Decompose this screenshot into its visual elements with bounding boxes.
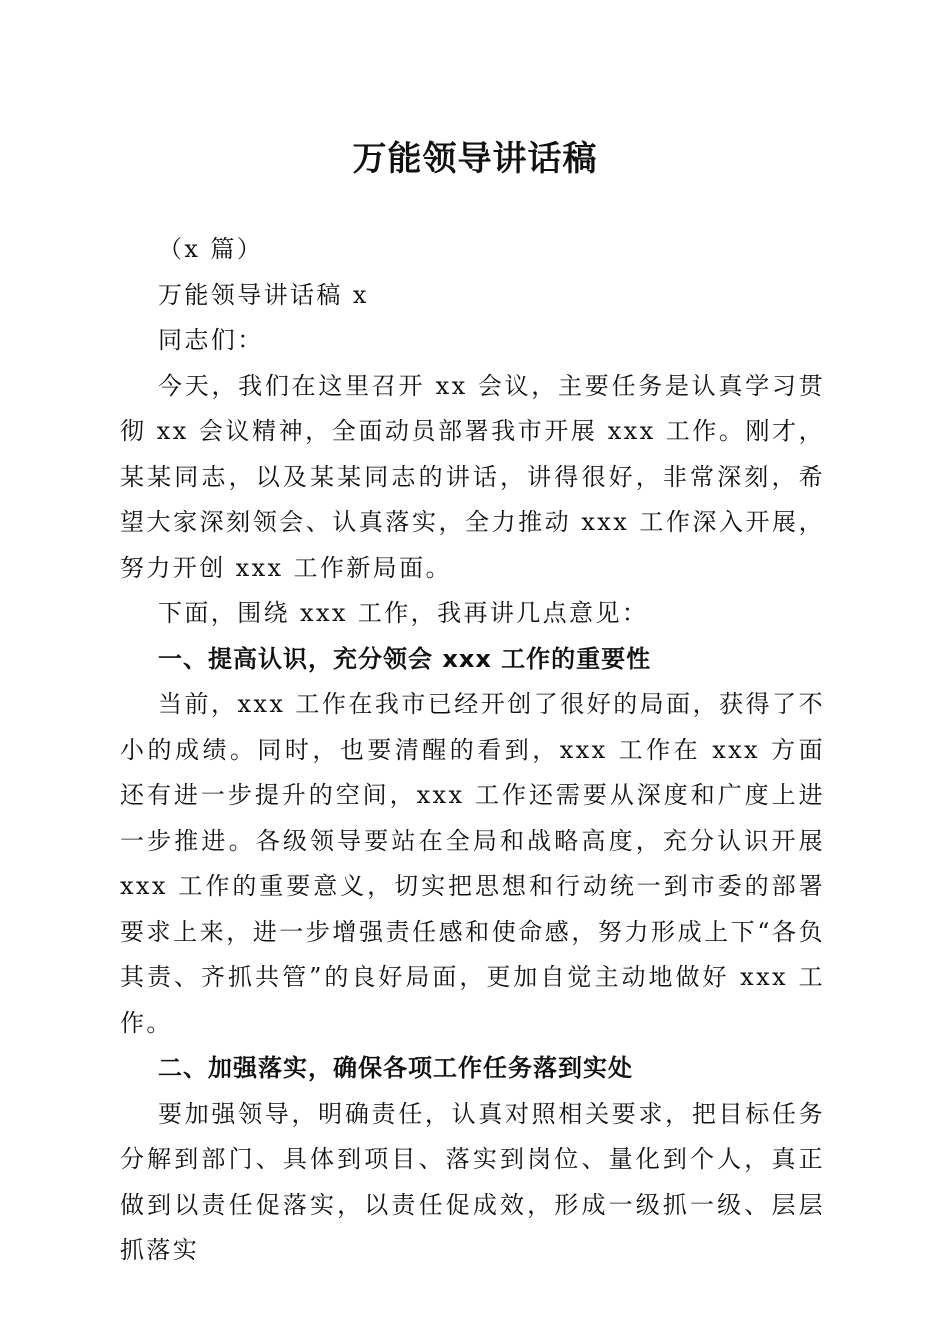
section-1-text: 当前，xxx 工作在我市已经开创了很好的局面，获得了不小的成绩。同时，也要清醒的看到，xxx 工作在 xxx 方面还有进一步提升的空间，xxx 工作还需要从深度和广度上进一步推进。各级领导要站在全局和战略高度，充分认识开展 xxx 工作的重要意义，切实把思想和行动统一到市委的部署要求上来，进一步增强责任感和使命感，努力形成上下“各负其责、齐抓共管”的良好局面，更加自觉主动地做好 xxx 工作。 (120, 690, 825, 1037)
paragraph-subtitle: 万能领导讲话稿 x (158, 280, 369, 309)
section-2-heading: 二、加强落实，确保各项工作任务落到实处 (158, 1054, 633, 1082)
document-title: 万能领导讲话稿 (352, 139, 598, 179)
paragraph-salutation: 同志们： (158, 326, 264, 354)
paragraph-count-note: （x 篇） (158, 235, 264, 263)
paragraph-opening: 今天，我们在这里召开 xx 会议，主要任务是认真学习贯彻 xx 会议精神，全面动员部署我市开展 xxx 工作。刚才，某某同志，以及某某同志的讲话，讲得很好，非常深刻，希望大家深刻领会、认真落实，全力推动 xxx 工作深入开展，努力开创 xxx 工作新局面。 (120, 371, 825, 582)
section-2-text: 要加强领导，明确责任，认真对照相关要求，把目标任务分解到部门、具体到项目、落实到岗位、量化到个人，真正做到以责任促落实，以责任促成效，形成一级抓一级、层层抓落实 (120, 1099, 825, 1264)
paragraph-transition: 下面，围绕 xxx 工作，我再讲几点意见： (158, 599, 649, 627)
document-body (120, 227, 825, 1274)
section-1-heading: 一、提高认识，充分领会 xxx 工作的重要性 (158, 644, 652, 673)
